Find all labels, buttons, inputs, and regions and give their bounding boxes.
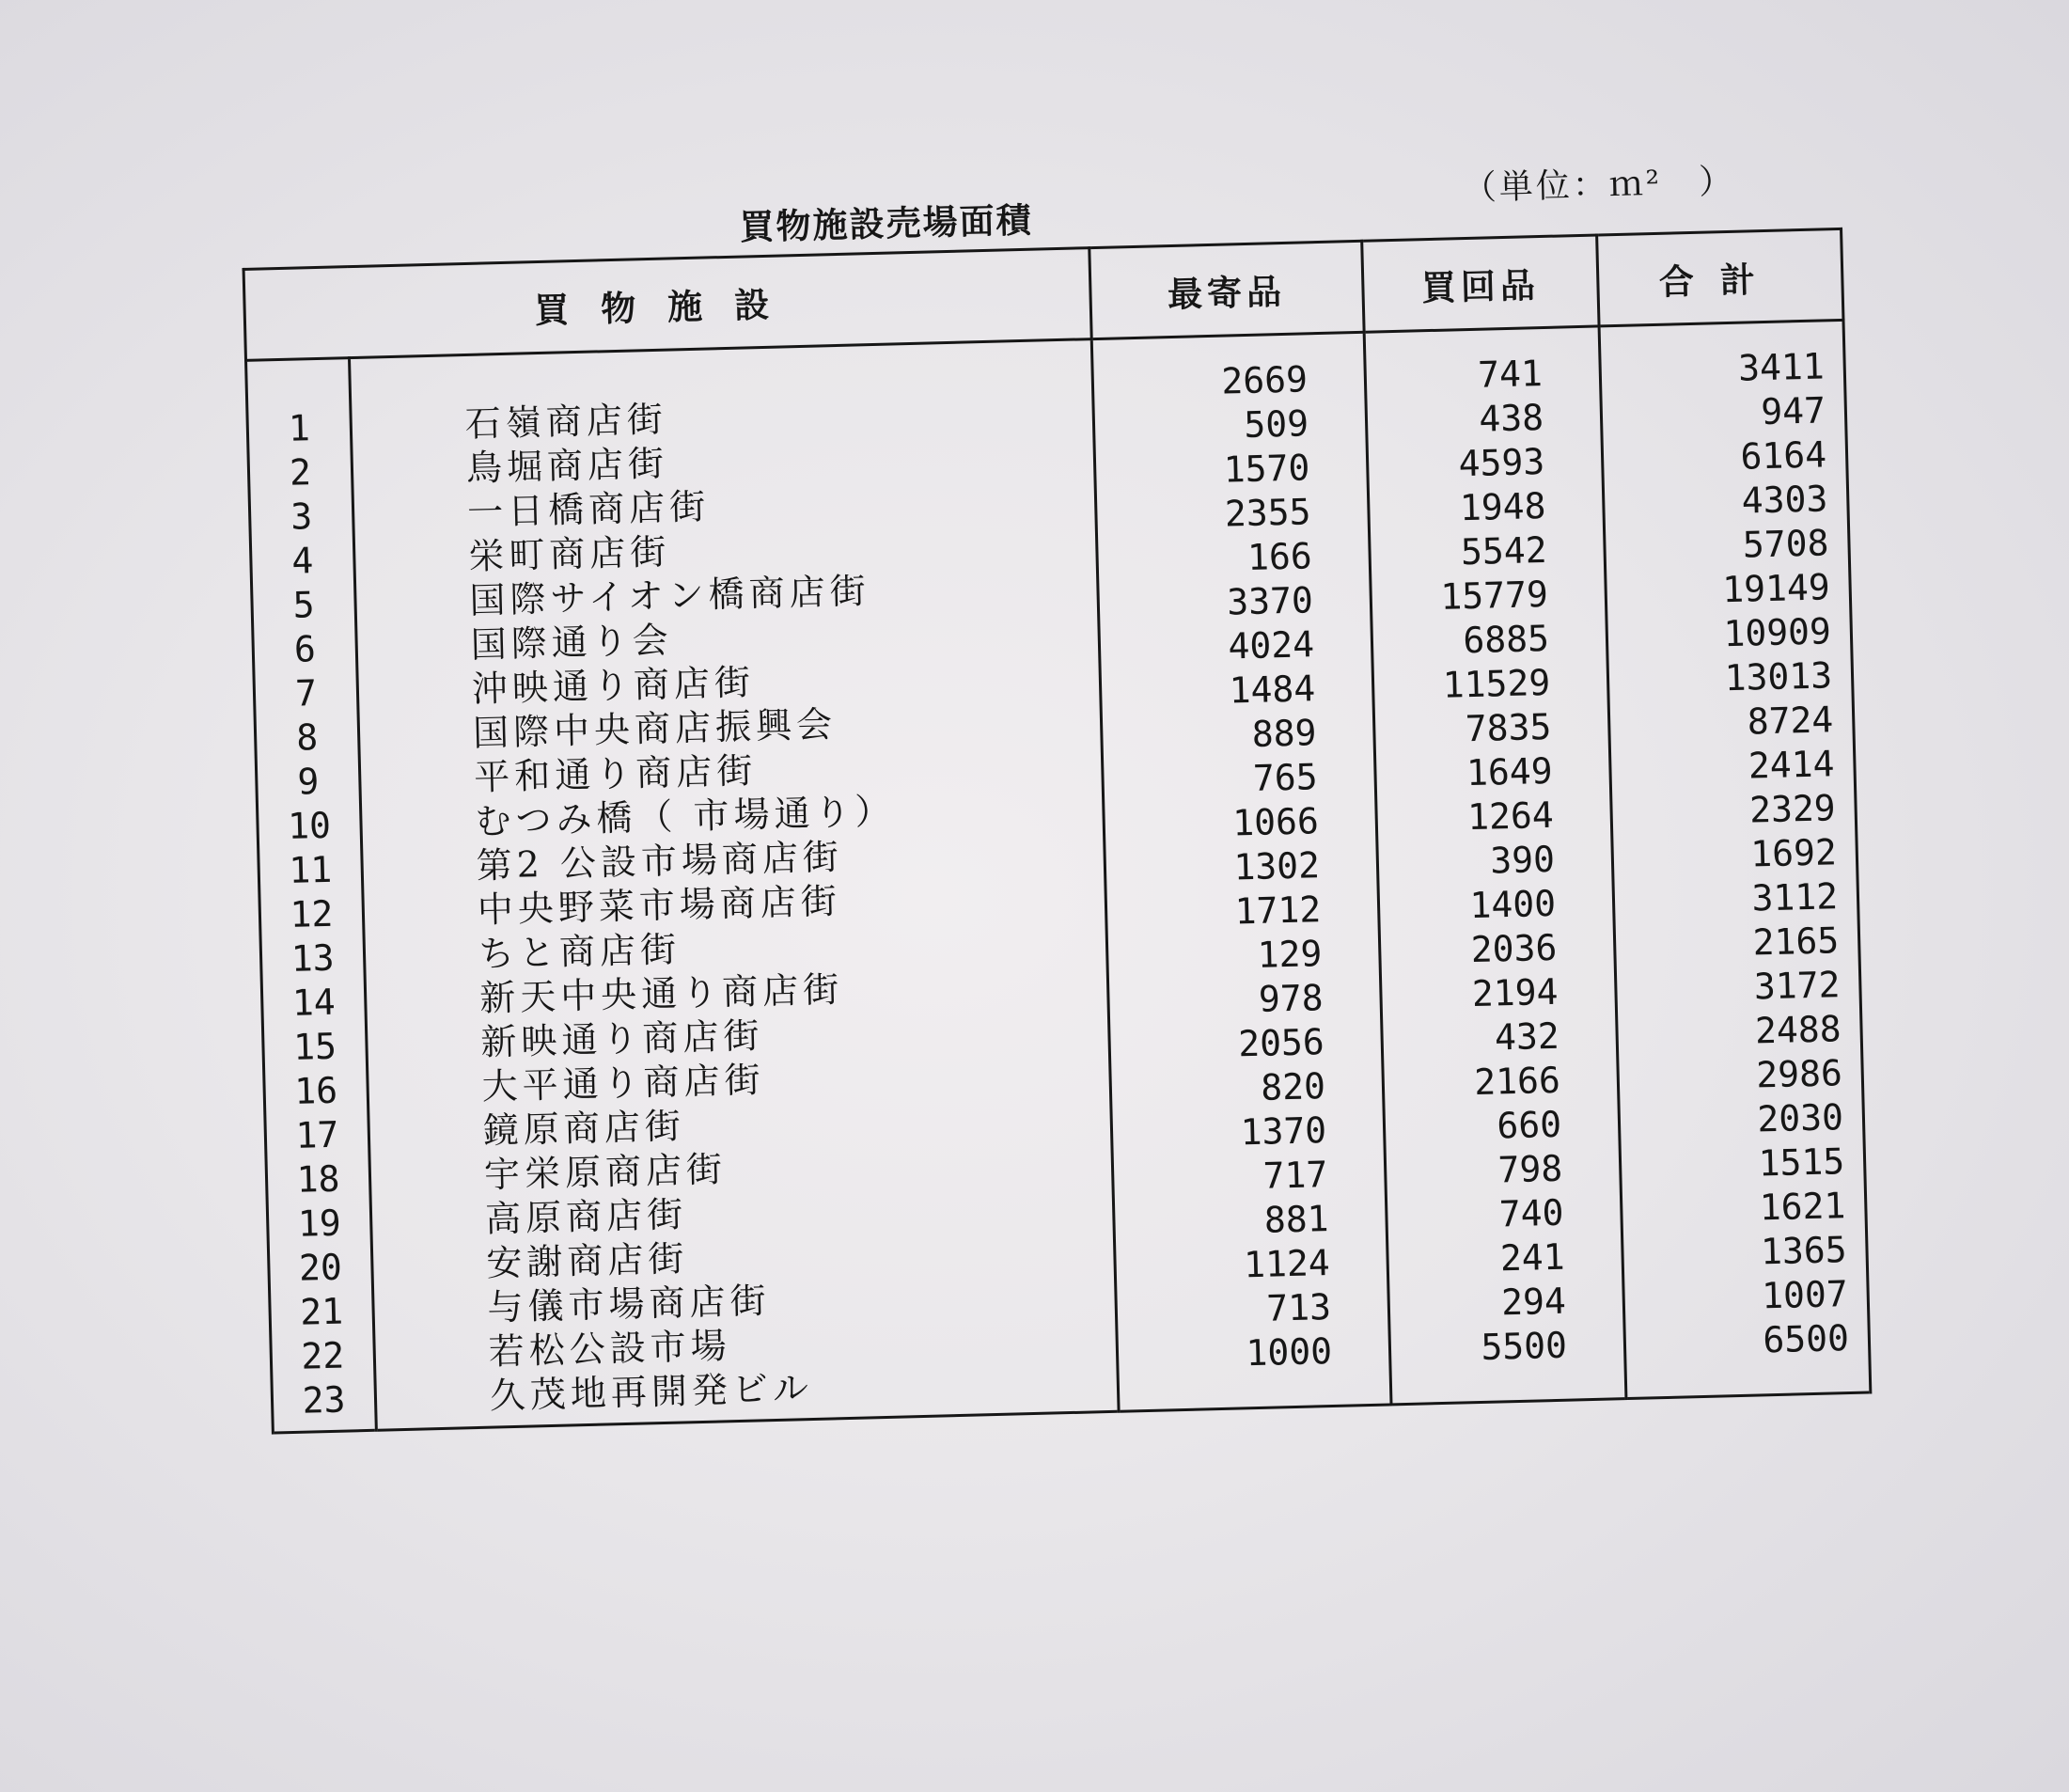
convenience-area-value: 1000	[1246, 1330, 1333, 1375]
total-area-value: 1692	[1749, 831, 1838, 875]
row-number: 15	[292, 1025, 337, 1068]
comparison-area-value: 1400	[1469, 882, 1557, 927]
total-area-value: 13013	[1724, 654, 1833, 700]
convenience-area-value: 1302	[1232, 844, 1321, 888]
row-number: 12	[290, 892, 334, 935]
total-area-value: 2030	[1756, 1096, 1844, 1140]
facility-name: 鏡原商店街	[482, 1105, 686, 1152]
comparison-area-value: 438	[1478, 396, 1544, 440]
facility-name: 安謝商店街	[485, 1237, 689, 1284]
comparison-area-value: 1264	[1466, 794, 1555, 839]
facility-name-column	[349, 339, 1119, 1431]
facility-name: ちと商店街	[478, 928, 682, 975]
convenience-area-value: 2669	[1220, 358, 1309, 402]
document-sheet	[240, 134, 1850, 1422]
facility-name: 中央野菜市場商店街	[477, 880, 842, 931]
comparison-area-value: 740	[1498, 1191, 1564, 1235]
total-area-value: 5708	[1742, 522, 1830, 566]
total-column	[1599, 320, 1871, 1398]
convenience-area-value: 3370	[1226, 579, 1314, 623]
comparison-area-value: 294	[1500, 1280, 1567, 1324]
row-number: 5	[292, 584, 316, 626]
comparison-area-value: 2194	[1471, 970, 1560, 1015]
total-area-value: 2986	[1755, 1052, 1843, 1096]
comparison-area-value: 798	[1497, 1147, 1563, 1191]
facility-name: 一日橋商店街	[466, 485, 711, 533]
total-area-value: 6500	[1762, 1317, 1850, 1361]
total-area-value: 3172	[1753, 964, 1841, 1008]
convenience-area-value: 1712	[1234, 888, 1322, 933]
facility-name: 栄町商店街	[467, 530, 671, 577]
facility-name: むつみ橋（ 市場通り）	[474, 790, 897, 842]
convenience-area-value: 1370	[1240, 1109, 1327, 1154]
row-number: 20	[298, 1246, 343, 1289]
total-area-value: 947	[1760, 389, 1826, 433]
comparison-area-value: 2166	[1473, 1059, 1561, 1104]
row-number: 22	[300, 1334, 345, 1377]
facility-name: 石嶺商店街	[464, 398, 668, 446]
comparison-area-value: 2036	[1470, 926, 1558, 971]
convenience-area-value: 820	[1260, 1065, 1326, 1108]
convenience-area-value: 166	[1246, 535, 1313, 578]
facility-name: 平和通り商店街	[473, 749, 758, 798]
total-area-value: 1515	[1758, 1140, 1845, 1185]
total-area-value: 2165	[1752, 920, 1840, 964]
comparison-area-value: 5542	[1460, 528, 1548, 574]
comparison-area-value: 1948	[1459, 484, 1546, 529]
convenience-area-value: 881	[1263, 1198, 1330, 1241]
table-title: 買物施設売場面積	[739, 198, 1034, 248]
row-number: 21	[299, 1290, 344, 1333]
row-number: 11	[288, 848, 333, 891]
comparison-area-value: 741	[1477, 353, 1544, 396]
convenience-area-value: 1570	[1223, 447, 1310, 491]
facility-name: 国際通り会	[470, 619, 674, 666]
convenience-area-value: 4024	[1227, 623, 1315, 668]
row-number: 17	[294, 1113, 339, 1156]
facility-name: 新天中央通り商店街	[478, 968, 844, 1019]
comparison-area-value: 660	[1496, 1103, 1562, 1147]
total-area-value: 19149	[1721, 566, 1831, 611]
total-area-value: 2488	[1754, 1008, 1842, 1052]
comparison-area-value: 241	[1499, 1235, 1566, 1280]
facility-name: 高原商店街	[484, 1193, 688, 1240]
row-number: 4	[290, 540, 314, 582]
facility-name: 沖映通り商店街	[471, 661, 756, 710]
row-number: 9	[296, 761, 320, 803]
row-number: 2	[289, 451, 312, 494]
convenience-area-value: 978	[1258, 977, 1324, 1020]
row-number: 23	[302, 1378, 346, 1422]
total-area-value: 4303	[1741, 478, 1828, 522]
facility-name: 宇栄原商店街	[483, 1148, 728, 1196]
facility-name: 若松公設市場	[488, 1325, 732, 1373]
row-number: 16	[293, 1069, 338, 1112]
header-comparison: 買回品	[1362, 235, 1599, 332]
convenience-area-value: 129	[1257, 933, 1323, 976]
convenience-area-value: 1484	[1229, 668, 1316, 712]
comparison-area-value: 6885	[1462, 617, 1550, 662]
convenience-area-value: 2056	[1237, 1021, 1325, 1065]
facility-name: 国際サイオン橋商店街	[469, 570, 871, 621]
comparison-area-value: 7835	[1465, 705, 1552, 750]
facility-name: 大平通り商店街	[481, 1059, 766, 1108]
comparison-area-value: 11529	[1442, 661, 1551, 706]
unit-label: （単位：ｍ² ）	[1462, 162, 1736, 209]
facility-name: 第2 公設市場商店街	[476, 835, 844, 887]
facility-name: 久茂地再開発ビル	[489, 1366, 814, 1417]
total-area-value: 6164	[1740, 433, 1827, 478]
row-number: 10	[287, 804, 332, 847]
total-area-value: 1007	[1761, 1273, 1849, 1317]
comparison-area-value: 15779	[1439, 573, 1549, 618]
total-area-value: 3112	[1750, 875, 1839, 920]
total-area-value: 10909	[1722, 610, 1832, 655]
convenience-area-value: 889	[1251, 712, 1317, 755]
row-number: 8	[295, 716, 319, 759]
convenience-area-value: 717	[1262, 1154, 1328, 1197]
row-number: 19	[297, 1202, 342, 1245]
convenience-area-value: 2355	[1224, 491, 1312, 535]
facility-name: 国際中央商店振興会	[472, 703, 838, 754]
total-area-value: 8724	[1747, 699, 1834, 743]
comparison-area-value: 4593	[1458, 440, 1545, 485]
comparison-column	[1364, 326, 1626, 1405]
convenience-area-value: 1124	[1243, 1242, 1331, 1286]
comparison-area-value: 1649	[1466, 749, 1554, 794]
table-body-row	[246, 320, 1871, 1433]
total-area-value: 3411	[1737, 345, 1826, 389]
comparison-area-value: 432	[1494, 1014, 1560, 1059]
row-number: 7	[294, 672, 318, 715]
row-number: 6	[293, 628, 317, 670]
convenience-area-value: 509	[1243, 402, 1309, 447]
facility-name: 新映通り商店街	[479, 1014, 764, 1063]
convenience-area-value: 765	[1252, 756, 1319, 799]
row-number: 14	[291, 981, 337, 1024]
header-convenience: 最寄品	[1089, 241, 1364, 338]
row-number: 18	[296, 1157, 341, 1201]
convenience-area-value: 713	[1265, 1286, 1332, 1329]
sales-area-table	[243, 228, 1873, 1435]
facility-name: 鳥堀商店街	[465, 442, 669, 489]
comparison-area-value: 5500	[1480, 1324, 1568, 1368]
facility-name: 与儀市場商店街	[487, 1280, 772, 1328]
comparison-area-value: 390	[1489, 838, 1556, 882]
row-number: 3	[290, 495, 313, 538]
total-area-value: 1365	[1760, 1229, 1848, 1273]
total-area-value: 2414	[1748, 743, 1835, 787]
convenience-area-value: 1066	[1231, 800, 1320, 844]
header-total: 合計	[1597, 228, 1843, 326]
row-number: 1	[288, 407, 311, 449]
header-facility: 買物施設	[243, 248, 1091, 361]
row-number: 13	[290, 936, 336, 980]
total-area-value: 2329	[1748, 787, 1837, 831]
total-area-value: 1621	[1759, 1185, 1846, 1229]
convenience-column	[1091, 332, 1391, 1411]
